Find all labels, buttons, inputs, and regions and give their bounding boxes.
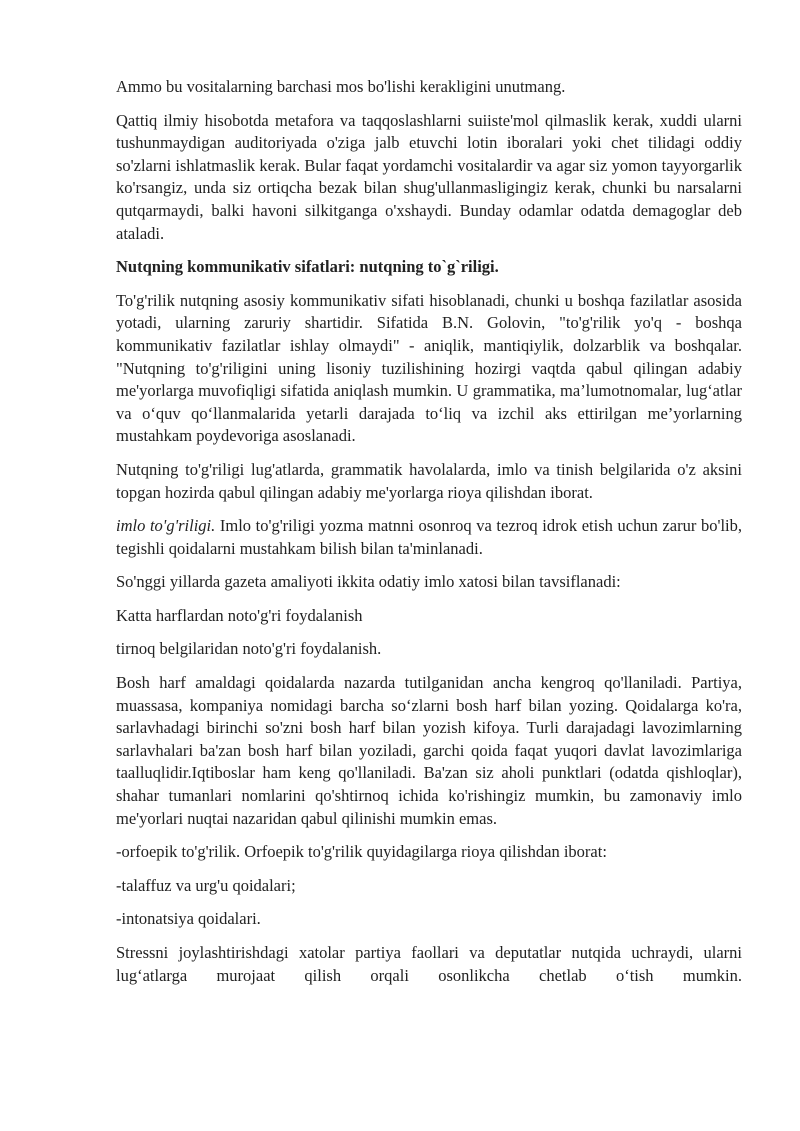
list-item: -intonatsiya qoidalari. <box>116 909 261 929</box>
paragraph: Bosh harf amaldagi qoidalarda nazarda tutilganidan ancha kengroq qo'llaniladi. Partiya, muassasa, kompaniya nomidagi barcha so‘zlarni bosh harf bilan yozing. Qoidalarga ko'ra, sarlavhadagi birinchi so'zni bosh harf bilan yozish kifoya. Turli darajadagi lavozimlarning sarlavhalari ba'zan bosh harf bilan yoziladi, garchi qoida faqat yuqori davlat lavozimlariga taalluqlidir.Iqtiboslar ham keng qo'llaniladi. Ba'zan siz aholi punktlari (odatda qishloqlar), shahar tumanlari nomlarini qo'shtirnoq ichida ko'rishingiz mumkin, bu zamonaviy imlo me'yorlari nuqtai nazaridan qabul qilinishi mumkin emas. <box>116 673 742 828</box>
paragraph <box>116 515 742 560</box>
paragraph: Nutqning to'g'riligi lug'atlarda, grammatik havolalarda, imlo va tinish belgilarida o'z aksini topgan hozirda qabul qilingan adabiy me'yorlarga rioya qilishdan iborat. <box>116 459 742 502</box>
list-item: tirnoq belgilaridan noto'g'ri foydalanish. <box>116 639 382 659</box>
paragraph-text: Imlo to'g'riligi yozma matnni osonroq va tezroq idrok etish uchun zarur bo'lib, tegishli qoidalarni mustahkam bilish bilan ta'minlanadi. <box>116 516 742 558</box>
section-heading: Nutqning kommunikativ sifatlari: nutqning to`g`riligi. <box>116 257 499 277</box>
paragraph: Ammo bu vositalarning barchasi mos bo'lishi kerakligini unutmang. <box>116 77 566 96</box>
document-page <box>116 76 742 998</box>
list-item: -talaffuz va urg'u qoidalari; <box>116 875 296 895</box>
list-item: Katta harflardan noto'g'ri foydalanish <box>116 605 363 625</box>
paragraph: Stressni joylashtirishdagi xatolar partiya faollari va deputatlar nutqida uchraydi, ularni lug‘atlarga murojaat qilish orqali osonlikcha chetlab o‘tish mumkin. <box>116 943 742 985</box>
paragraph: To'g'rilik nutqning asosiy kommunikativ sifati hisoblanadi, chunki u boshqa fazilatlar asosida yotadi, ularning zaruriy shartidir. Sifatida B.N. Golovin, "to'g'rilik yo'q - boshqa kommunikativ fazilatlar ishlay olmaydi" - aniqlik, mantiqiylik, dolzarblik va boshqalar. "Nutqning to'g'riligini uning lisoniy tuzilishining hozirgi vaqtda qabul qilingan adabiy me'yorlarga muvofiqligi sifatida aniqlash mumkin. U grammatika, ma’lumotnomalar, lug‘atlar va o‘quv qo‘llanmalarida yetarli darajada to‘liq va izchil aks ettirilgan me’yorlarning mustahkam poydevoriga asoslanadi. <box>116 290 742 446</box>
italic-term: imlo to'g'riligi. <box>116 516 216 536</box>
paragraph: So'nggi yillarda gazeta amaliyoti ikkita odatiy imlo xatosi bilan tavsiflanadi: <box>116 572 621 592</box>
paragraph: Qattiq ilmiy hisobotda metafora va taqqoslashlarni suiiste'mol qilmaslik kerak, xuddi ularni tushunmaydigan auditoriyada o'ziga jalb etuvchi lotin iboralari yoki chet tilidagi oddiy so'zlarni ishlatmaslik kerak. Bular faqat yordamchi vositalardir va agar siz yomon tayyorgarlik ko'rsangiz, unda siz ortiqcha bezak bilan shug'ullanmasligingiz kerak, chunki bu narsalarni qutqarmaydi, balki havoni silkitganga o'xshaydi. Bunday odamlar odatda demagoglar deb ataladi. <box>116 110 742 243</box>
paragraph: -orfoepik to'g'rilik. Orfoepik to'g'rilik quyidagilarga rioya qilishdan iborat: <box>116 842 607 862</box>
